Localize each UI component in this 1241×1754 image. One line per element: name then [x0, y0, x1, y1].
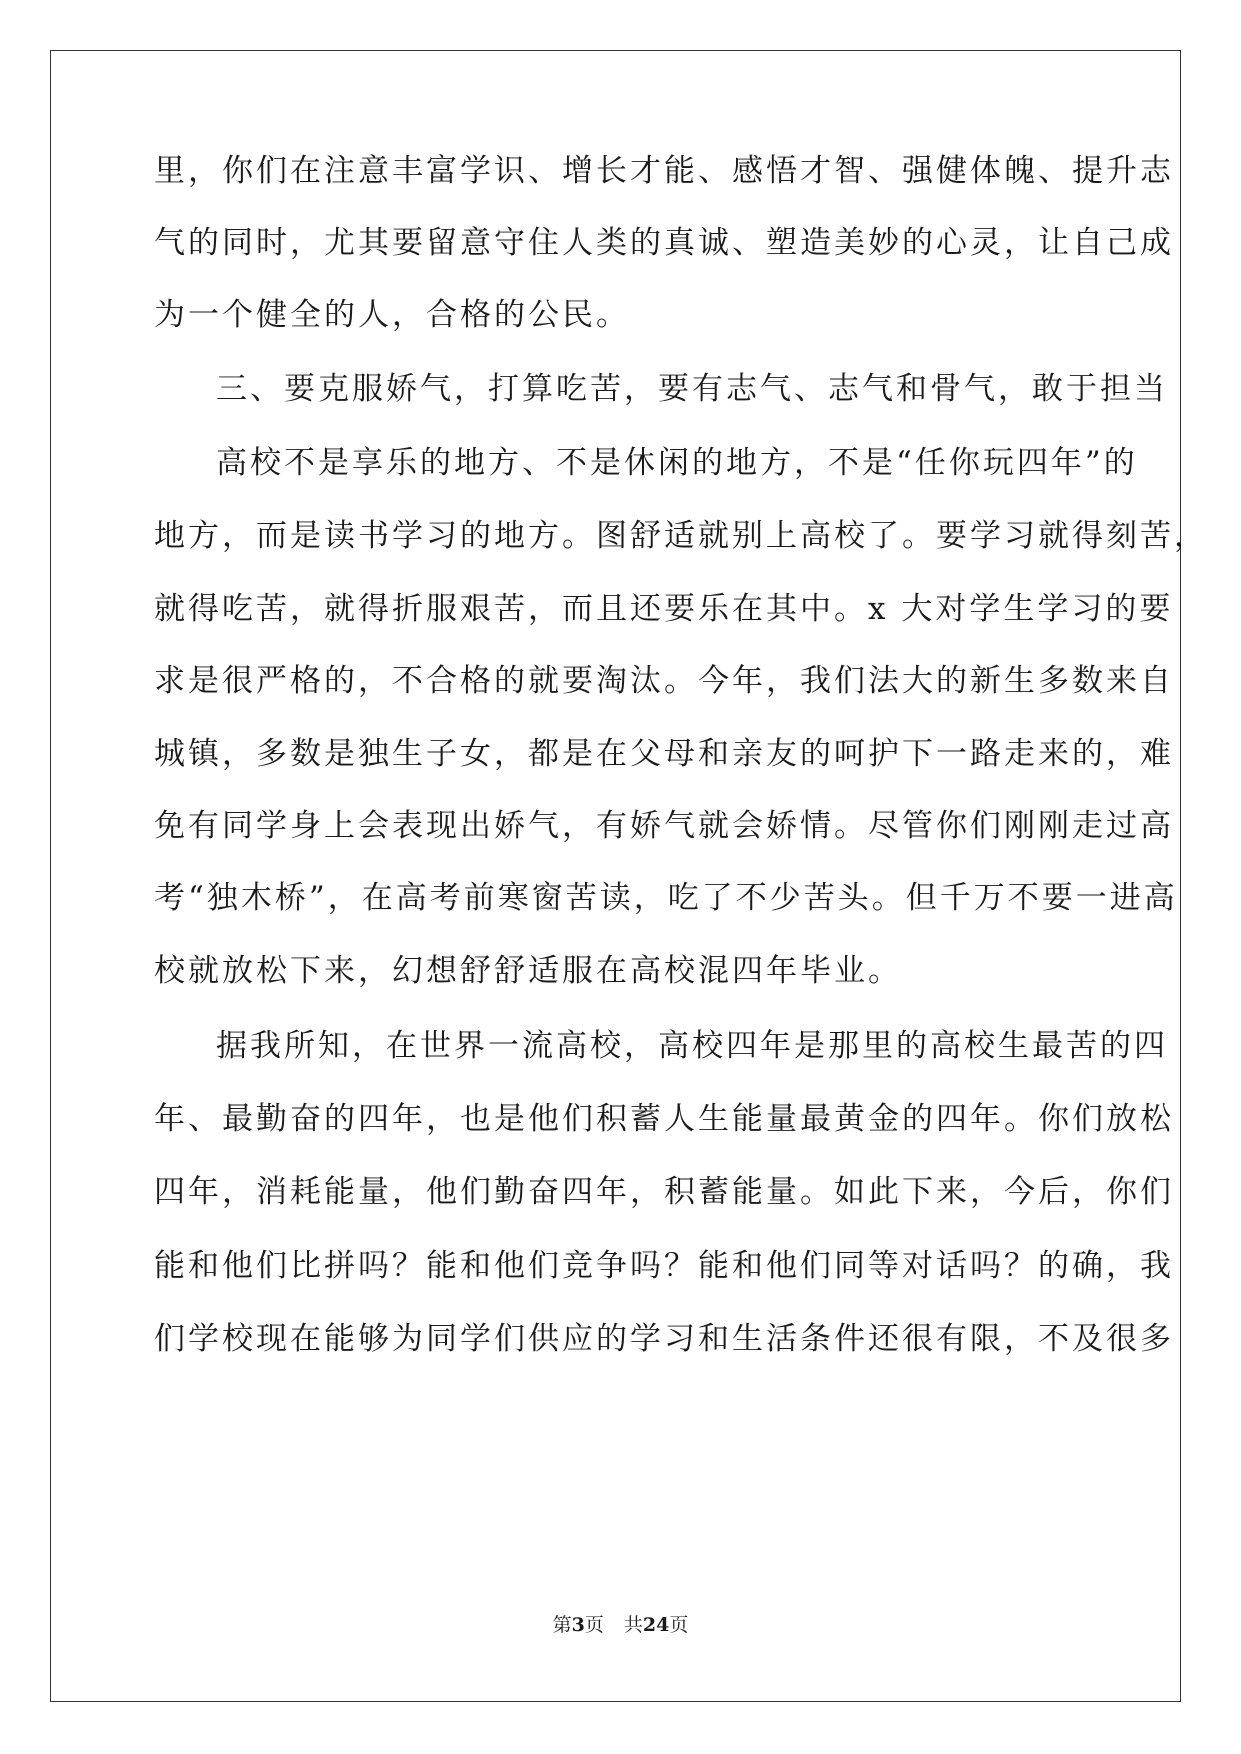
body-line: 校就放松下来，幻想舒舒适服在高校混四年毕业。 [154, 953, 902, 989]
body-line: 地方，而是读书学习的地方。图舒适就别上高校了。要学习就得刻苦， [154, 518, 1208, 554]
page-prefix: 第 [552, 1614, 572, 1636]
body-line: 为一个健全的人，合格的公民。 [154, 297, 630, 333]
page-number: 3 [571, 1614, 585, 1636]
page-footer [0, 1612, 1241, 1638]
body-line: 能和他们比拼吗？能和他们竞争吗？能和他们同等对话吗？的确，我 [154, 1248, 1174, 1284]
body-line: 考“独木桥”，在高考前寒窗苦读，吃了不少苦头。但千万不要一进高 [154, 880, 1178, 916]
body-line: 里，你们在注意丰富学识、增长才能、感悟才智、强健体魄、提升志 [154, 153, 1174, 189]
body-line: 四年，消耗能量，他们勤奋四年，积蓄能量。如此下来，今后，你们 [154, 1174, 1174, 1210]
body-line: 年、最勤奋的四年，也是他们积蓄人生能量最黄金的四年。你们放松 [154, 1101, 1174, 1137]
section-heading: 三、要克服娇气，打算吃苦，要有志气、志气和骨气，敢于担当 [216, 371, 1168, 407]
body-line: 们学校现在能够为同学们供应的学习和生活条件还很有限，不及很多 [154, 1321, 1174, 1357]
total-prefix: 共 [623, 1614, 643, 1636]
body-line: 气的同时，尤其要留意守住人类的真诚、塑造美妙的心灵，让自己成 [154, 225, 1174, 261]
body-line: 城镇，多数是独生子女，都是在父母和亲友的呵护下一路走来的，难 [154, 736, 1174, 772]
body-line: 高校不是享乐的地方、不是休闲的地方，不是“任你玩四年”的 [216, 445, 1138, 481]
total-suffix: 页 [669, 1614, 689, 1636]
body-line: 据我所知，在世界一流高校，高校四年是那里的高校生最苦的四 [216, 1028, 1168, 1064]
body-line: 就得吃苦，就得折服艰苦，而且还要乐在其中。x 大对学生学习的要 [154, 591, 1174, 627]
body-line: 免有同学身上会表现出娇气，有娇气就会娇情。尽管你们刚刚走过高 [154, 808, 1174, 844]
total-pages: 24 [642, 1614, 670, 1636]
page-suffix: 页 [584, 1614, 604, 1636]
body-line: 求是很严格的，不合格的就要淘汰。今年，我们法大的新生多数来自 [154, 663, 1174, 699]
